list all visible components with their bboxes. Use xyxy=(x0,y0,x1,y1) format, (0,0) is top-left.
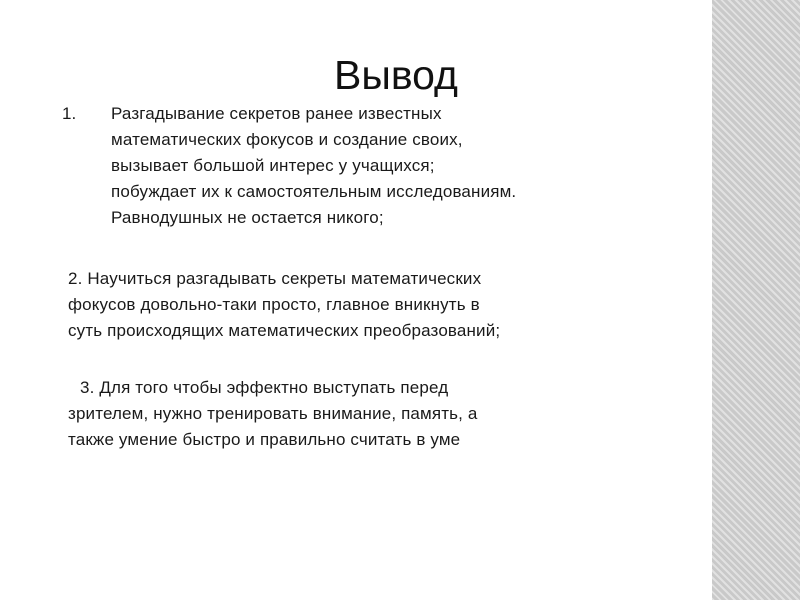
text-line: побуждает их к самостоятельным исследованиям. xyxy=(111,182,517,201)
slide-title: Вывод xyxy=(334,52,458,98)
text-line: 3. Для того чтобы эффектно выступать перед xyxy=(80,378,449,397)
text-line: Равнодушных не остается никого; xyxy=(111,208,384,227)
conclusion-item-3 xyxy=(68,375,688,453)
text-line: Разгадывание секретов ранее известных xyxy=(111,104,442,123)
text-line: 2. Научиться разгадывать секреты математических xyxy=(68,269,482,288)
text-line: математических фокусов и создание своих, xyxy=(111,130,463,149)
text-line: также умение быстро и правильно считать в уме xyxy=(68,430,461,449)
text-line: зрителем, нужно тренировать внимание, память, а xyxy=(68,404,478,423)
decorative-side-panel xyxy=(712,0,800,600)
text-line: суть происходящих математических преобразований; xyxy=(68,321,501,340)
list-item-number: 1. xyxy=(62,104,77,123)
text-line: вызывает большой интерес у учащихся; xyxy=(111,156,435,175)
conclusion-item-2 xyxy=(68,266,688,344)
text-line: фокусов довольно-таки просто, главное вникнуть в xyxy=(68,295,480,314)
conclusion-item-1 xyxy=(111,101,671,231)
